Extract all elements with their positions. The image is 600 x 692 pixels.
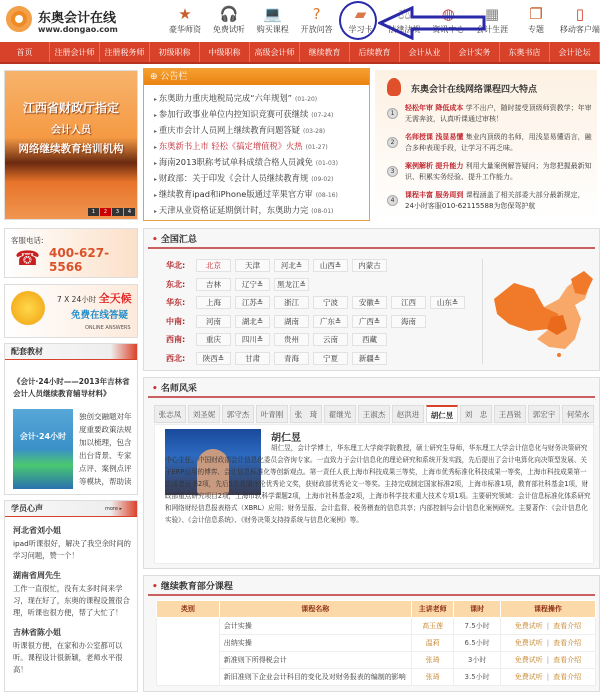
- famous-teachers-section: [143, 377, 600, 569]
- voice-text: 工作一直很忙，没有太多时间来学习，现在好了，东奥的课程设置很合理，听课也很方便，帮了大忙了！: [13, 584, 130, 617]
- notice-item[interactable]: [154, 202, 363, 218]
- notice-date: (08-16): [315, 192, 338, 199]
- table-row: [157, 618, 596, 635]
- view-intro-link[interactable]: 查看介绍: [553, 673, 582, 681]
- layers-icon: ❐: [529, 5, 543, 23]
- quicklink-3[interactable]: [297, 4, 337, 38]
- nav-item[interactable]: 东奥书店: [500, 42, 550, 62]
- notice-text: 天津从业资格证延期倒计时，东奥助力完: [158, 205, 309, 215]
- region-row: [166, 259, 387, 272]
- course-hours: 6.5小时: [454, 635, 501, 652]
- teacher-tab[interactable]: 刘圣妮: [188, 405, 220, 423]
- notice-item[interactable]: [154, 138, 363, 154]
- region-label: 西南:: [166, 335, 186, 344]
- teacher-name: 胡仁昱: [271, 433, 301, 444]
- book-cover[interactable]: 会计·24小时: [13, 409, 73, 489]
- course-name[interactable]: 出纳实操: [219, 635, 411, 652]
- quicklink-label: 开放问答: [300, 25, 333, 34]
- continuing-education-courses: [143, 575, 600, 692]
- province-button[interactable]: 江西: [391, 296, 426, 309]
- banner-pager: [88, 208, 135, 216]
- feature-text: 集业内顶级的名师，用浅显易懂语言，融合多种表现手段，让学习不再乏味。: [405, 133, 592, 152]
- notice-date: (08-01): [311, 208, 334, 215]
- view-intro-link[interactable]: 查看介绍: [553, 622, 582, 630]
- province-button[interactable]: 江苏≚: [235, 296, 270, 309]
- region-label: 华东:: [166, 298, 186, 307]
- course-name[interactable]: 新准则下所得税会计: [219, 652, 411, 669]
- banner-page-button[interactable]: 3: [112, 208, 123, 216]
- card-icon: ▰: [354, 5, 367, 23]
- banner-page-button[interactable]: 4: [124, 208, 135, 216]
- course-teacher[interactable]: 张琦: [411, 652, 453, 669]
- quicklink-label: 豪华师资: [169, 25, 201, 34]
- question-icon: ?: [312, 5, 321, 23]
- number-badge-icon: 4: [387, 195, 398, 206]
- province-button[interactable]: 吉林: [196, 278, 231, 291]
- teacher-tab[interactable]: 赵洪进: [392, 405, 424, 423]
- province-button[interactable]: 河南: [196, 315, 231, 328]
- teacher-tab[interactable]: 翟继光: [324, 405, 356, 423]
- quicklink-label: 法律法规: [388, 25, 421, 34]
- voices-header: [5, 501, 137, 517]
- separator: |: [546, 639, 550, 647]
- free-trial-link[interactable]: 免费试听: [514, 639, 543, 647]
- scale-icon: ⚖: [397, 5, 412, 23]
- headset-icon: [11, 291, 45, 325]
- banner-line1: 江西省财政厅指定: [22, 101, 119, 115]
- voice-author: 河北省刘小姐: [13, 526, 61, 535]
- nav-item[interactable]: 中级职称: [200, 42, 250, 62]
- feature-text: 课程涵盖了相关部委大部分最新规定，24小时客服010-62115588为您保驾护航: [405, 191, 585, 210]
- province-button[interactable]: 重庆: [196, 333, 231, 346]
- voice-author: 吉林省陈小姐: [13, 628, 61, 637]
- teacher-tab[interactable]: 王淑杰: [358, 405, 390, 423]
- notice-date: (01-27): [305, 144, 328, 151]
- banner-line3: 网络继续教育培训机构: [18, 143, 124, 155]
- courses-table: [156, 600, 596, 686]
- teachers-title: • 名师风采: [148, 378, 595, 398]
- province-button[interactable]: 贵州: [274, 333, 309, 346]
- region-row: [166, 296, 465, 309]
- star-icon: ★: [178, 5, 192, 23]
- teacher-tab[interactable]: 胡仁昱: [426, 405, 458, 423]
- teacher-tab[interactable]: 何荣水: [562, 405, 594, 423]
- course-hours: 7.5小时: [454, 618, 501, 635]
- notice-text: 海南2013职称考试单科成绩合格人员减免: [158, 157, 313, 167]
- course-teacher[interactable]: 温莉: [411, 635, 453, 652]
- column-header: 主讲老师: [411, 601, 453, 618]
- feature-text: 学不出户，随时接受顶级师资教学；年审无需奔波，认真听课通过审核！: [405, 104, 592, 123]
- teacher-tab[interactable]: 王昌锐: [494, 405, 526, 423]
- nav-item[interactable]: 后续教育: [350, 42, 400, 62]
- province-button[interactable]: 宁夏: [313, 352, 348, 365]
- book-title[interactable]: 《会计·24小时——2013年吉林省会计人员继续教育辅导材料》: [13, 377, 130, 398]
- province-button[interactable]: 内蒙古: [352, 259, 387, 272]
- province-button[interactable]: 山西≚: [313, 259, 348, 272]
- province-button[interactable]: 广西≚: [352, 315, 387, 328]
- voice-text: 听课很方便，在家和办公室都可以听。课程设计很新颖，老师水平很高！: [13, 641, 123, 674]
- region-row: [166, 333, 387, 346]
- nav-item[interactable]: 会计论坛: [550, 42, 600, 62]
- province-button[interactable]: 云南: [313, 333, 348, 346]
- table-row: [157, 635, 596, 652]
- notice-board: [143, 68, 370, 221]
- quicklink-label: 学习卡: [348, 25, 373, 34]
- banner-page-button[interactable]: 2: [100, 208, 111, 216]
- quicklink-label: 专题: [528, 25, 544, 34]
- teacher-tab[interactable]: 张志凤: [154, 405, 186, 423]
- calculator-icon: ▦: [485, 5, 500, 23]
- separator: |: [546, 622, 550, 630]
- region-label: 东北:: [166, 279, 186, 289]
- notice-date: (01-20): [294, 96, 318, 103]
- voices-title: 学员心声: [11, 504, 43, 513]
- feature-item: [387, 103, 592, 125]
- main-nav: [0, 42, 600, 64]
- nav-item[interactable]: 继续教育: [300, 42, 350, 62]
- quicklink-label: 会计生涯: [476, 25, 509, 34]
- region-label: 华北:: [166, 261, 186, 270]
- notice-title: 公告栏: [160, 72, 188, 82]
- online-line2: 免费在线答疑: [71, 310, 129, 321]
- feature-text: 利用大量案例解答疑问；为您把握最新知识、积累实务经验、提升工作能力。: [405, 162, 592, 181]
- province-button[interactable]: 浙江: [274, 296, 309, 309]
- view-intro-link[interactable]: 查看介绍: [553, 639, 582, 647]
- courses-title: • 继续教育部分课程: [148, 576, 595, 596]
- feature-head: 名师授课 浅显易懂: [405, 133, 464, 141]
- province-button[interactable]: 陕西≚: [196, 352, 231, 365]
- voices-more-link[interactable]: more ▸: [105, 506, 123, 512]
- course-actions: [500, 618, 595, 635]
- notice-date: (09-02): [311, 176, 334, 183]
- notice-item[interactable]: [154, 90, 363, 106]
- quicklink-label: 移动客户端: [559, 25, 600, 34]
- notice-date: (07-24): [311, 112, 334, 119]
- feature-item: [387, 132, 592, 154]
- notice-date: (03-28): [302, 128, 326, 135]
- free-trial-link[interactable]: 免费试听: [514, 673, 543, 681]
- nav-item[interactable]: 高级会计师: [250, 42, 300, 62]
- province-button[interactable]: 湖南: [274, 315, 309, 328]
- quicklink-9[interactable]: [560, 4, 600, 38]
- book-description: 独创交融题对年度重要政策法规加以梳理，包含出台背景、专家点评、案例点评等模块，帮助读: [79, 412, 132, 486]
- notice-item[interactable]: [154, 186, 363, 202]
- feature-head: 轻松年审 降低成本: [405, 104, 464, 112]
- arrow-annotation-icon: [378, 6, 488, 40]
- province-button[interactable]: 黑龙江≚: [274, 278, 309, 291]
- feature-item: [387, 161, 592, 183]
- province-button[interactable]: 广东≚: [313, 315, 348, 328]
- national-title: • 全国汇总: [148, 229, 595, 249]
- banner-slideshow[interactable]: [4, 70, 138, 220]
- region-row: [166, 278, 309, 291]
- province-button[interactable]: 湖北≚: [235, 315, 270, 328]
- highlight-circle-annotation: [339, 1, 377, 40]
- student-voices-panel: [4, 500, 138, 692]
- teacher-tab[interactable]: 刘 忠: [460, 405, 492, 423]
- voice-text: ipad听课很好，解决了我空余时间的学习问题，赞一个！: [13, 539, 131, 560]
- course-name[interactable]: 新旧准则下企业会计科目的变化及对财务报表的编制的影响: [219, 669, 411, 686]
- feature-head: 案例解析 提升能力: [405, 162, 464, 170]
- province-button[interactable]: 西藏: [352, 333, 387, 346]
- feature-item: [387, 190, 592, 212]
- province-button[interactable]: 新疆≚: [352, 352, 387, 365]
- free-trial-link[interactable]: 免费试听: [514, 656, 543, 664]
- category-cell: [157, 618, 220, 686]
- free-trial-link[interactable]: 免费试听: [514, 622, 543, 630]
- banner-page-button[interactable]: 1: [88, 208, 99, 216]
- china-map[interactable]: [489, 269, 594, 359]
- notice-text: 财政部：关于印发《会计人员继续教育规: [158, 173, 309, 183]
- teacher-tab[interactable]: 郭宏宇: [528, 405, 560, 423]
- province-button[interactable]: 山东≚: [430, 296, 465, 309]
- customer-service-phone: [4, 228, 138, 278]
- quicklink-1[interactable]: [209, 4, 249, 38]
- number-badge-icon: 1: [387, 108, 398, 119]
- phone-label: 客服电话:: [11, 236, 44, 245]
- province-button[interactable]: 海南: [391, 315, 426, 328]
- national-summary-section: [143, 228, 600, 371]
- logo-url: www.dongao.com: [38, 25, 118, 34]
- ribbon-icon: [387, 78, 401, 96]
- notice-text: 东奥助力重庆地税局完成“六年规划”: [158, 93, 292, 103]
- quicklink-2[interactable]: [253, 4, 293, 38]
- notice-text: 东奥新书上市 轻松《搞定增值税》火热: [158, 141, 303, 151]
- nav-item[interactable]: 初级职称: [150, 42, 200, 62]
- province-button[interactable]: 河北≚: [274, 259, 309, 272]
- material-title: 配套教材: [5, 344, 137, 360]
- nav-item[interactable]: 会计从业: [400, 42, 450, 62]
- quicklink-8[interactable]: [516, 4, 556, 38]
- logo-name: 东奥会计在线: [38, 11, 117, 26]
- notice-header: ⊕ 公告栏: [144, 69, 369, 85]
- notice-item[interactable]: [154, 154, 363, 170]
- column-header: 课程名称: [219, 601, 411, 618]
- feature-head: 课程丰富 服务周到: [405, 191, 464, 199]
- teaching-material-panel: [4, 343, 138, 495]
- quicklink-0[interactable]: [165, 4, 205, 38]
- column-header: 类别: [157, 601, 220, 618]
- phone-number: 400-627-5566: [49, 246, 110, 274]
- province-button[interactable]: 辽宁≚: [235, 278, 270, 291]
- map-hainan: [557, 353, 561, 357]
- teacher-tab[interactable]: 郭守杰: [222, 405, 254, 423]
- logo[interactable]: [6, 4, 136, 38]
- table-row: [157, 669, 596, 686]
- notice-text: 参加行政事业单位内控知识竞赛可获继续: [158, 109, 309, 119]
- teacher-profile: [154, 424, 594, 564]
- view-intro-link[interactable]: 查看介绍: [553, 656, 582, 664]
- number-badge-icon: 3: [387, 166, 398, 177]
- quicklink-label: 免费试听: [212, 25, 245, 34]
- notice-item[interactable]: [154, 106, 363, 122]
- banner-line2: 会计人员: [51, 125, 91, 136]
- notice-item[interactable]: [154, 170, 363, 186]
- quicklink-label: 购买课程: [256, 25, 289, 34]
- nav-item[interactable]: 首页: [0, 42, 50, 62]
- notice-date: (01-03): [315, 160, 338, 167]
- notice-text: 重庆市会计人员网上继续教育问题答疑: [158, 125, 300, 135]
- course-hours: 3小时: [454, 652, 501, 669]
- region-label: 中南:: [166, 316, 186, 326]
- online-line1: 7 X 24小时 全天候: [57, 292, 132, 305]
- online-answers-banner[interactable]: [4, 284, 138, 338]
- teacher-tab[interactable]: 叶青刚: [256, 405, 288, 423]
- globe-icon: ◍: [441, 5, 455, 23]
- voice-author: 湖南省周先生: [13, 571, 61, 580]
- region-row: [166, 315, 426, 328]
- nav-item[interactable]: 注册税务师: [100, 42, 150, 62]
- course-actions: [500, 652, 595, 669]
- column-header: 课时: [454, 601, 501, 618]
- course-name[interactable]: 会计实操: [219, 618, 411, 635]
- course-teacher[interactable]: 高玉莲: [411, 618, 453, 635]
- course-hours: 3.5小时: [454, 669, 501, 686]
- province-button[interactable]: 甘肃: [235, 352, 270, 365]
- phone-icon: ☎: [15, 246, 40, 270]
- notice-text: 继续教育ipad和iPhone版通过苹果官方审: [158, 189, 313, 199]
- teacher-tab[interactable]: 张 琦: [290, 405, 322, 423]
- notice-item[interactable]: [154, 122, 363, 138]
- separator: |: [546, 673, 550, 681]
- province-button[interactable]: 北京: [196, 259, 231, 272]
- course-teacher[interactable]: 张琦: [411, 669, 453, 686]
- headphones-icon: 🎧: [219, 5, 239, 23]
- course-actions: [500, 635, 595, 652]
- teacher-tabs: [154, 405, 594, 423]
- province-button[interactable]: 上海: [196, 296, 231, 309]
- number-badge-icon: 2: [387, 137, 398, 148]
- quicklink-label: 资讯中心: [432, 25, 465, 34]
- table-row: [157, 652, 596, 669]
- separator: |: [546, 656, 550, 664]
- province-button[interactable]: 天津: [235, 259, 270, 272]
- nav-item[interactable]: 会计实务: [450, 42, 500, 62]
- features-title: 东奥会计在线网络课程四大特点: [411, 85, 538, 95]
- column-header: 课程操作: [500, 601, 595, 618]
- online-line3: ONLINE ANSWERS: [85, 325, 131, 331]
- laptop-icon: 💻: [263, 5, 283, 23]
- teacher-bio: 胡仁昱，会计学博士，华东理工大学商学院教授，硕士研究生导师，华东理工大学会计信息化与财务决策研究中心主任。中国财政部会计信息化委员会咨询专家。一直致力于会计信息化的理论研究和系统开发实践，先后提出了会计电算化向决策型发展、关于ERP应用的博弈、会计信息标准化等创新观点。第一责任人获上海市科技成果三等奖，上海市优秀标准化科技成果一等奖，上海市科技成果第一完成者证书2项，先后5次获潘序伦优秀论文奖，获财政部优秀论文一等奖。主持完成制定国家标准2项，上海市标准1项，教育部社科基金1项，财政部重点研究项目2项，上海市软科学课题2项，上海市社科基金2项，上海市科学技术重大技术专项1项。主要研究领域：会计信息标准化体系研究和网络财经信息报表格式（XBRL）应用；财务呈报、会计监督、税务稽查的信息共享；内部控制与会计信息化案例研究。主要著作：《会计信息化实验》、《会计信息系统》、《财务决策支持持系统与信息化案例》等。: [165, 444, 591, 524]
- course-features-panel: [375, 70, 597, 220]
- province-button[interactable]: 四川≚: [235, 333, 270, 346]
- nav-item[interactable]: 注册会计师: [50, 42, 100, 62]
- province-button[interactable]: 宁波: [313, 296, 348, 309]
- course-actions: [500, 669, 595, 686]
- mobile-icon: ▯: [575, 5, 584, 23]
- region-label: 西北:: [166, 353, 186, 363]
- province-button[interactable]: 青海: [274, 352, 309, 365]
- region-row: [166, 352, 387, 365]
- province-button[interactable]: 安徽≚: [352, 296, 387, 309]
- logo-icon: [6, 6, 32, 32]
